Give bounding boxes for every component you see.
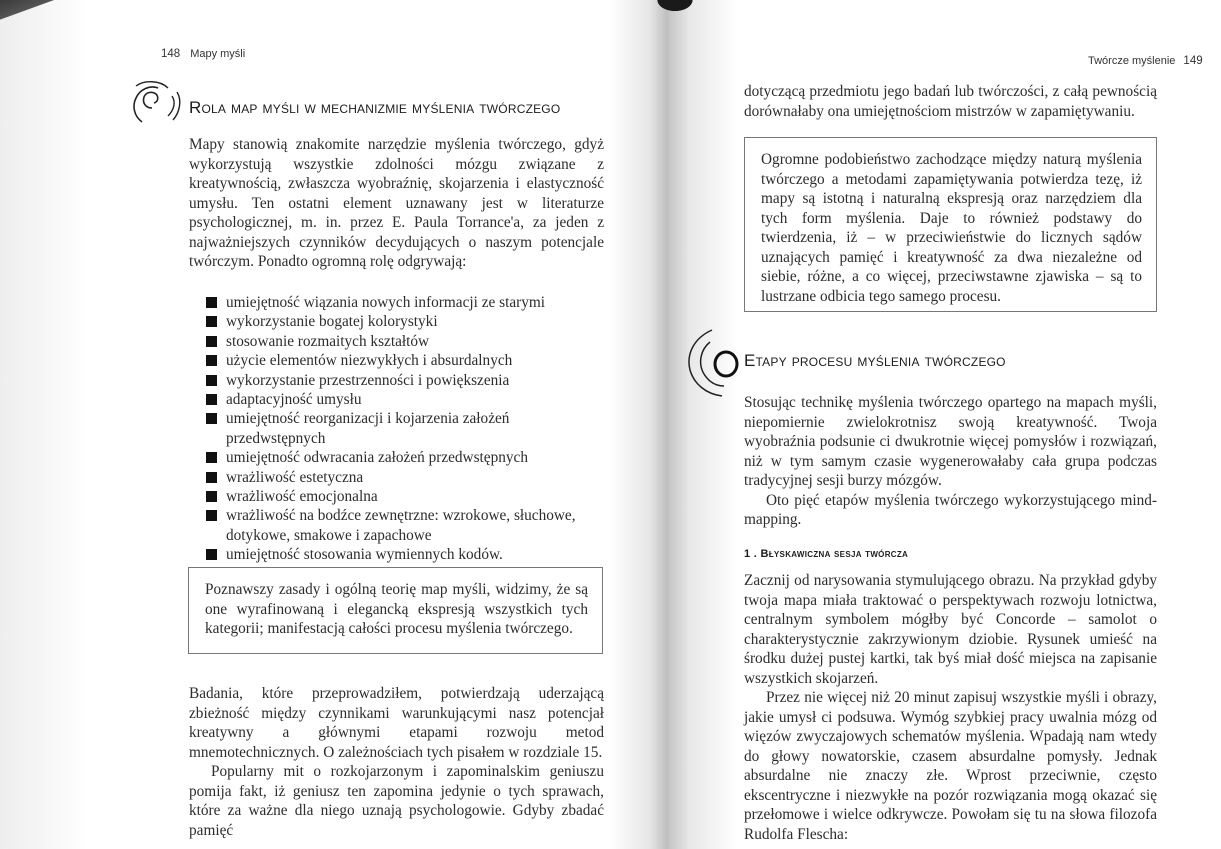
list-item bbox=[204, 409, 604, 448]
right-thesis-box-text: Ogromne podobieństwo zachodzące między naturą myślenia twórczego a metodami zapamiętywania potwierdza tezę, iż mapy są istotną i naturalną ekspresją oraz narzędziem dla tych form myślenia. Daje to również podstawy do twierdzenia, iż – w przeciwieństwie do licznych sądów uznających pamięć i kreatywność za dwa niezależne od siebie, różne, a co więcej, przeciwstawne zjawiska – są to lustrzane odbicia tego samego procesu. bbox=[761, 151, 1142, 305]
list-item-text: wrażliwość na bodźce zewnętrzne: wzrokowe, słuchowe, dotykowe, smakowe i zapachowe bbox=[226, 507, 576, 544]
gutter-shadow bbox=[640, 0, 710, 22]
right-running-title: Twórcze myślenie bbox=[1088, 55, 1176, 67]
right-section-heading-text: Etapy procesu myślenia twórczego bbox=[744, 351, 1006, 370]
list-item bbox=[204, 332, 604, 351]
left-intro-paragraph bbox=[189, 135, 604, 272]
right-step-1-paragraphs bbox=[744, 571, 1157, 844]
left-summary-box-text: Poznawszy zasady i ogólną teorię map myśli, widzimy, że są one wyrafinowaną i elegancką ekspresją wszystkich tych kategorii; manifestacją całości procesu myślenia twórczego. bbox=[205, 581, 588, 637]
right-paragraph-4: Przez nie więcej niż 20 minut zapisuj wszystkie myśli i obrazy, jakie umysł ci podsuwa. Wymóg szybkiej pracy uwalnia mózg od więzów zwyczajowych schematów myślenia. Wpadają nam wtedy do głowy nowatorskie, czasem absurdalne pomysły. Jednak absurdalne nie znaczy złe. Wprost przeciwnie, często ekscentryczne i niezwykłe na pozór rozwiązania mogą okazać się przełomowe i wielce odkrywcze. Powołam się tu na słowa filozofa Rudolfa Flescha: bbox=[744, 689, 1157, 843]
list-item-text: umiejętność wiązania nowych informacji ze starymi bbox=[226, 294, 545, 311]
list-item bbox=[204, 293, 604, 312]
list-item-text: wrażliwość estetyczna bbox=[226, 468, 364, 486]
list-item-text: wrażliwość emocjonalna bbox=[226, 488, 378, 506]
left-intro-text: Mapy stanowią znakomite narzędzie myślenia twórczego, gdyż wykorzystują wszystkie zdolności mózgu związane z kreatywnością, zwłaszcza wyobraźnię, skojarzenia i elastyczność umysłu. Ten ostatni element uznawany jest w literaturze psychologicznej, m. in. przez E. Paula Torrance'a, za jeden z najważniejszych czynników decydujących o naszym potencjale twórczym. Ponadto ogromną rolę odgrywają: bbox=[189, 136, 604, 270]
right-continuation-text: dotyczącą przedmiotu jego badań lub twórczości, z całą pewnością dorównałaby ona umiejętnościom mistrzów w zapamiętywaniu. bbox=[744, 83, 1157, 120]
list-item-text: umiejętność reorganizacji i kojarzenia założeń przedwstępnych bbox=[226, 410, 510, 447]
bullet-square-icon bbox=[206, 472, 217, 483]
bullet-square-icon bbox=[206, 549, 217, 560]
list-item bbox=[204, 545, 604, 564]
list-item-text: wykorzystanie przestrzenności i powiększenia bbox=[226, 371, 510, 389]
list-item bbox=[204, 371, 604, 390]
left-paragraph-2: Popularny mit o rozkojarzonym i zapominalskim geniuszu pomija fakt, iż geniusz ten zapomina jedynie o tych sprawach, które za ważne dla niego uznają psychologowie. Gdyby zbadać pamięć bbox=[189, 763, 604, 839]
list-item-text: użycie elementów niezwykłych i absurdalnych bbox=[226, 352, 513, 370]
right-paragraph-2: Oto pięć etapów myślenia twórczego wykorzystującego mind-mapping. bbox=[744, 491, 1157, 528]
list-item bbox=[204, 312, 604, 331]
left-page-number: 148 bbox=[161, 48, 181, 60]
left-running-title: Mapy myśli bbox=[190, 48, 246, 60]
concentric-ring-icon bbox=[682, 326, 744, 400]
bullet-square-icon bbox=[206, 491, 217, 502]
bullet-square-icon bbox=[206, 316, 217, 327]
left-section-heading bbox=[189, 98, 560, 118]
step-1-subheading-text: 1 . Błyskawiczna sesja twórcza bbox=[744, 548, 909, 560]
head-profile-icon bbox=[124, 78, 182, 126]
bullet-square-icon bbox=[206, 413, 217, 424]
right-page-number: 149 bbox=[1183, 55, 1203, 67]
left-page-header bbox=[161, 48, 245, 60]
right-page bbox=[668, 0, 1221, 849]
list-item-text: umiejętność stosowania wymiennych kodów. bbox=[226, 546, 503, 564]
list-item bbox=[204, 390, 604, 409]
left-paragraph-1: Badania, które przeprowadziłem, potwierdzają uderzającą zbieżność między czynnikami warunkującymi nasz potencjał kreatywny a głównymi etapami rozwoju metod mnemotechnicznych. O zależnościach tych pisałem w rozdziale 15. bbox=[189, 685, 604, 761]
left-section-heading-text: Rola map myśli w mechanizmie myślenia twórczego bbox=[189, 98, 561, 117]
bullet-square-icon bbox=[206, 394, 217, 405]
list-item-text: stosowanie rozmaitych kształtów bbox=[226, 332, 430, 350]
bullet-square-icon bbox=[206, 510, 217, 521]
right-continuation-paragraph bbox=[744, 82, 1157, 121]
creativity-factor-list bbox=[204, 293, 604, 565]
bullet-square-icon bbox=[206, 355, 217, 366]
list-item bbox=[204, 351, 604, 370]
right-paragraph-3: Zacznij od narysowania stymulującego obrazu. Na przykład gdyby twoja mapa miała traktować o perspektywach rozwoju lotnictwa, centralnym symbolem mógłby być Concorde – samolot o charakterystycznie zakrzywionym dziobie. Rysunek umieść na środku dużej pustej kartki, tak byś miał dość miejsca na zapisanie wszystkich skojarzeń. bbox=[744, 572, 1157, 687]
right-paragraph-1: Stosując technikę myślenia twórczego opartego na mapach myśli, niepomiernie zwielokrotnisz swoją kreatywność. Twoja wyobraźnia podsunie ci dwukrotnie więcej pomysłów i rozwiązań, niż w tym samym czasie wygenerowałaby cała grupa podczas tradycyjnej sesji burzy mózgów. bbox=[744, 394, 1157, 489]
bullet-square-icon bbox=[206, 375, 217, 386]
list-item bbox=[204, 506, 604, 545]
bullet-square-icon bbox=[206, 452, 217, 463]
step-1-subheading bbox=[744, 548, 908, 560]
right-page-header bbox=[1088, 55, 1203, 67]
bullet-square-icon bbox=[206, 297, 217, 308]
right-section-heading bbox=[744, 351, 1006, 371]
bullet-square-icon bbox=[206, 336, 217, 347]
list-item bbox=[204, 487, 604, 506]
left-summary-box bbox=[188, 567, 603, 654]
right-thesis-box bbox=[744, 137, 1157, 312]
list-item-text: umiejętność odwracania założeń przedwstępnych bbox=[226, 449, 528, 467]
list-item-text: adaptacyjność umysłu bbox=[226, 391, 362, 409]
scan-corner-shadow bbox=[0, 0, 62, 26]
right-body-intro bbox=[744, 393, 1157, 530]
list-item bbox=[204, 468, 604, 487]
left-body-paragraphs bbox=[189, 684, 604, 840]
list-item bbox=[204, 448, 604, 467]
list-item-text: wykorzystanie bogatej kolorystyki bbox=[226, 313, 438, 331]
